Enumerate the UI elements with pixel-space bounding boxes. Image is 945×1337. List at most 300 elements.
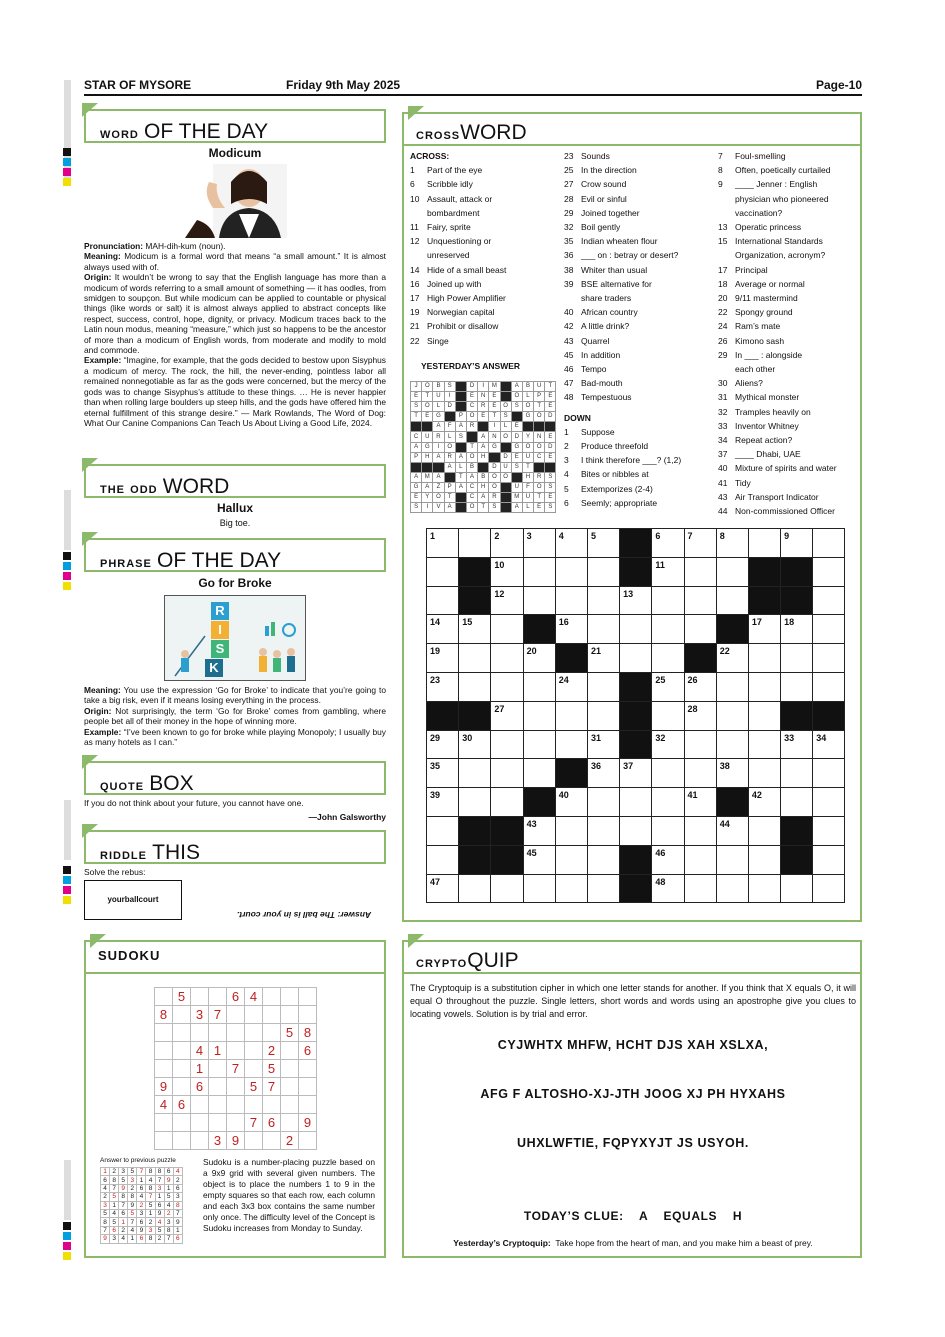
clue — [410, 334, 506, 348]
crossword-cell[interactable] — [587, 845, 619, 874]
crossword-cell[interactable] — [652, 586, 684, 615]
sudoku-cell[interactable] — [191, 1096, 209, 1114]
crossword-cell[interactable] — [587, 557, 619, 586]
answer-cell: U — [422, 432, 433, 442]
crossword-cell[interactable]: 25 — [652, 672, 684, 701]
clue-text: 9/11 mastermind — [735, 293, 798, 304]
sudoku-cell: 2 — [101, 1193, 110, 1201]
crossword-cell[interactable] — [587, 816, 619, 845]
sudoku-cell[interactable] — [227, 1024, 245, 1042]
crossword-cell[interactable] — [427, 586, 459, 615]
crossword-cell[interactable] — [620, 615, 652, 644]
clue — [564, 439, 681, 453]
odd-word-definition: Big toe. — [219, 518, 251, 528]
sudoku-cell[interactable] — [227, 1078, 245, 1096]
crossword-cell[interactable]: 47 — [427, 874, 459, 903]
crossword-cell[interactable]: 21 — [587, 644, 619, 673]
crossword-cell[interactable]: 3 — [523, 529, 555, 558]
clue-number: 4 — [564, 469, 569, 480]
crossword-cell[interactable] — [748, 874, 780, 903]
crossword-cell[interactable] — [459, 874, 491, 903]
clue-number: 1 — [564, 426, 569, 437]
crossword-cell[interactable]: 29 — [427, 730, 459, 759]
crossword-cell[interactable] — [523, 557, 555, 586]
black-square — [433, 462, 444, 472]
crossword-cell[interactable]: 46 — [652, 845, 684, 874]
crossword-cell[interactable] — [748, 529, 780, 558]
sudoku-cell[interactable] — [227, 1096, 245, 1114]
crossword-cell[interactable] — [523, 759, 555, 788]
crossword-cell[interactable]: 31 — [587, 730, 619, 759]
crossword-cell[interactable]: 5 — [587, 529, 619, 558]
title-small: cross — [416, 126, 461, 143]
crossword-cell[interactable] — [587, 788, 619, 817]
clue-text: Norwegian capital — [427, 307, 495, 318]
crossword-cell[interactable] — [813, 615, 845, 644]
crossword-cell[interactable]: 28 — [684, 701, 716, 730]
sudoku-cell[interactable] — [173, 1078, 191, 1096]
crossword-cell[interactable] — [684, 586, 716, 615]
sudoku-cell[interactable] — [227, 1006, 245, 1024]
crossword-cell[interactable] — [523, 586, 555, 615]
sudoku-cell: 6 — [155, 1201, 164, 1209]
clue — [410, 177, 506, 191]
answer-cell: D — [466, 382, 477, 392]
crossword-cell[interactable] — [620, 644, 652, 673]
answer-cell: E — [534, 503, 545, 513]
clue-text: High Power Amplifier — [427, 293, 506, 304]
crossword-cell[interactable] — [748, 759, 780, 788]
crossword-cell[interactable] — [813, 672, 845, 701]
crossword-cell[interactable] — [491, 759, 523, 788]
reg-mark-cyan — [63, 158, 71, 166]
sudoku-cell: 7 — [137, 1168, 146, 1176]
crossword-cell[interactable] — [620, 816, 652, 845]
crossword-cell[interactable] — [781, 672, 813, 701]
sudoku-cell[interactable] — [281, 1096, 299, 1114]
crossword-cell[interactable] — [684, 557, 716, 586]
crossword-cell[interactable] — [813, 644, 845, 673]
sudoku-cell[interactable] — [245, 1024, 263, 1042]
crossword-cell[interactable] — [491, 730, 523, 759]
crossword-grid[interactable] — [426, 528, 845, 903]
sudoku-cell[interactable] — [209, 1024, 227, 1042]
sudoku-cell[interactable] — [281, 1006, 299, 1024]
crossword-cell[interactable]: 11 — [652, 557, 684, 586]
sudoku-cell[interactable] — [209, 1060, 227, 1078]
crossword-cell[interactable] — [587, 586, 619, 615]
clue-number: 27 — [564, 179, 574, 190]
answer-cell: F — [444, 422, 455, 432]
crossword-cell[interactable]: 30 — [459, 730, 491, 759]
crossword-cell[interactable]: 26 — [684, 672, 716, 701]
sudoku-cell: 1 — [164, 1184, 173, 1192]
crossword-cell[interactable]: 45 — [523, 845, 555, 874]
sudoku-cell: 5 — [128, 1209, 137, 1217]
sudoku-cell[interactable] — [173, 1042, 191, 1060]
sudoku-cell: 1 — [128, 1235, 137, 1243]
answer-cell: D — [444, 402, 455, 412]
clue-number: 43 — [564, 335, 574, 346]
crossword-cell[interactable] — [523, 672, 555, 701]
clue-number: 8 — [718, 165, 723, 176]
sudoku-description: Sudoku is a number-placing puzzle based on a 9x9 grid with several given numbers. The object is to place the numbers 1 to 9 in the empty squares so that each row, each column and each 3x3 box contains the same number only once. The difficulty level of the Concept is Sudoku increases from Monday to Sunday. — [203, 1157, 375, 1233]
crossword-cell[interactable] — [813, 816, 845, 845]
sudoku-cell[interactable] — [281, 1078, 299, 1096]
crossword-cell[interactable] — [523, 730, 555, 759]
crossword-cell[interactable]: 16 — [555, 615, 587, 644]
crossword-cell[interactable] — [813, 845, 845, 874]
crossword-cell[interactable] — [555, 816, 587, 845]
sudoku-cell[interactable] — [191, 1024, 209, 1042]
sudoku-cell[interactable] — [155, 1042, 173, 1060]
title-large: WORD — [460, 121, 527, 144]
crossword-cell[interactable]: 1 — [427, 529, 459, 558]
black-square — [455, 382, 466, 392]
sudoku-cell[interactable] — [245, 1132, 263, 1150]
crossword-cell[interactable]: 39 — [427, 788, 459, 817]
crossword-cell[interactable] — [427, 557, 459, 586]
crossword-cell[interactable] — [716, 701, 748, 730]
sudoku-cell[interactable] — [155, 1114, 173, 1132]
crossword-cell[interactable] — [781, 759, 813, 788]
crossword-cell[interactable]: 32 — [652, 730, 684, 759]
crossword-cell[interactable]: 2 — [491, 529, 523, 558]
crossword-cell[interactable] — [716, 586, 748, 615]
answer-cell: G — [511, 442, 522, 452]
clue-text: Singe — [427, 335, 449, 346]
clue-text: International Standards — [735, 236, 823, 247]
crossword-cell[interactable]: 37 — [620, 759, 652, 788]
crossword-cell[interactable] — [587, 672, 619, 701]
clue — [564, 263, 681, 277]
crossword-cell[interactable] — [813, 529, 845, 558]
sudoku-cell[interactable] — [281, 1114, 299, 1132]
crossword-cell[interactable]: 9 — [781, 529, 813, 558]
sudoku-cell: 7 — [110, 1184, 119, 1192]
sudoku-cell[interactable] — [245, 1042, 263, 1060]
sudoku-cell[interactable] — [173, 1114, 191, 1132]
answer-cell: U — [500, 462, 511, 472]
clue-number: 45 — [564, 349, 574, 360]
clue-text: Tempo — [581, 364, 607, 375]
sudoku-cell[interactable] — [299, 1096, 317, 1114]
crossword-cell[interactable]: 33 — [781, 730, 813, 759]
sudoku-cell: 4 — [119, 1235, 128, 1243]
page-number: Page-10 — [815, 78, 862, 92]
crossword-cell[interactable] — [491, 874, 523, 903]
answer-cell: R — [444, 452, 455, 462]
crossword-cell[interactable]: 14 — [427, 615, 459, 644]
black-square — [455, 402, 466, 412]
crossword-cell[interactable] — [781, 788, 813, 817]
crossword-cell[interactable]: 8 — [716, 529, 748, 558]
risk-block: S — [211, 640, 229, 658]
black-square — [411, 422, 422, 432]
answer-cell: A — [455, 482, 466, 492]
black-square — [422, 462, 433, 472]
sudoku-cell: 8 — [146, 1184, 155, 1192]
crossword-cell[interactable] — [587, 874, 619, 903]
crossword-cell[interactable]: 19 — [427, 644, 459, 673]
black-square — [500, 503, 511, 513]
crossword-cell[interactable] — [555, 845, 587, 874]
crossword-cell[interactable] — [781, 644, 813, 673]
crossword-cell[interactable] — [459, 644, 491, 673]
sudoku-cell[interactable] — [263, 988, 281, 1006]
sudoku-cell[interactable] — [155, 1024, 173, 1042]
crossword-cell[interactable] — [555, 730, 587, 759]
sudoku-cell: 2 — [110, 1168, 119, 1176]
sudoku-cell: 8 — [155, 1168, 164, 1176]
cipher-line: UHXLWFTIE, FQPYXYJT JS USYOH. — [516, 1136, 750, 1150]
answer-cell: R — [489, 493, 500, 503]
answer-cell: E — [411, 392, 422, 402]
clue-text: Quarrel — [581, 335, 610, 346]
sudoku-cell[interactable] — [245, 1096, 263, 1114]
crossword-cell[interactable]: 38 — [716, 759, 748, 788]
risk-block: R — [211, 602, 229, 620]
crossword-cell[interactable] — [684, 615, 716, 644]
answer-cell: D — [511, 432, 522, 442]
crossword-cell[interactable] — [716, 845, 748, 874]
crossword-cell[interactable]: 17 — [748, 615, 780, 644]
crossword-cell[interactable] — [523, 701, 555, 730]
crossword-cell[interactable] — [491, 788, 523, 817]
sudoku-cell[interactable] — [209, 1114, 227, 1132]
answer-cell: T — [478, 503, 489, 513]
crossword-cell[interactable] — [716, 672, 748, 701]
sudoku-cell[interactable] — [155, 1132, 173, 1150]
sudoku-cell[interactable] — [263, 1132, 281, 1150]
answer-cell: R — [534, 472, 545, 482]
label: Pronunciation: — [84, 241, 144, 251]
crossword-cell[interactable] — [813, 759, 845, 788]
sudoku-cell[interactable] — [227, 1042, 245, 1060]
sudoku-cell[interactable] — [173, 1060, 191, 1078]
crossword-cell[interactable] — [459, 788, 491, 817]
crossword-cell[interactable]: 41 — [684, 788, 716, 817]
crossword-cell[interactable] — [523, 874, 555, 903]
sudoku-cell[interactable] — [191, 1132, 209, 1150]
crossword-cell[interactable] — [813, 586, 845, 615]
crossword-cell[interactable]: 22 — [716, 644, 748, 673]
sudoku-cell: 9 — [128, 1201, 137, 1209]
crossword-cell[interactable]: 23 — [427, 672, 459, 701]
sudoku-cell[interactable] — [173, 1132, 191, 1150]
sudoku-cell[interactable] — [209, 1096, 227, 1114]
crossword-cell[interactable] — [813, 874, 845, 903]
crossword-cell[interactable]: 42 — [748, 788, 780, 817]
crossword-cell[interactable] — [652, 816, 684, 845]
sudoku-cell: 1 — [110, 1201, 119, 1209]
quote-author: —John Galsworthy — [308, 812, 386, 822]
clue — [564, 177, 681, 191]
quote-title — [84, 761, 386, 795]
crossword-cell[interactable]: 4 — [555, 529, 587, 558]
answer-cell: D — [500, 452, 511, 462]
sudoku-cell: 6 — [299, 1042, 317, 1060]
crossword-cell[interactable] — [491, 644, 523, 673]
clue-number: 41 — [718, 477, 728, 488]
answer-cell: C — [411, 432, 422, 442]
clue — [564, 390, 681, 404]
sudoku-grid[interactable] — [154, 987, 317, 1150]
crossword-cell[interactable] — [620, 788, 652, 817]
clue — [718, 405, 837, 419]
crossword-cell[interactable]: 18 — [781, 615, 813, 644]
clue-text: Inventor Whitney — [735, 420, 799, 431]
reg-mark-magenta — [63, 168, 71, 176]
crossword-cell[interactable] — [716, 730, 748, 759]
crossword-cell[interactable]: 13 — [620, 586, 652, 615]
crossword-cell[interactable] — [555, 557, 587, 586]
clue-number: 26 — [718, 335, 728, 346]
sudoku-cell[interactable] — [173, 1024, 191, 1042]
clue-number: 29 — [718, 349, 728, 360]
answer-cell: A — [433, 452, 444, 462]
crossword-cell[interactable] — [491, 672, 523, 701]
crossword-cell[interactable] — [748, 730, 780, 759]
crossword-cell[interactable]: 12 — [491, 586, 523, 615]
sudoku-cell[interactable] — [209, 988, 227, 1006]
crossword-cell[interactable] — [459, 529, 491, 558]
crossword-cell[interactable] — [652, 644, 684, 673]
black-square — [455, 493, 466, 503]
sudoku-cell[interactable] — [281, 1042, 299, 1060]
crossword-cell[interactable] — [459, 759, 491, 788]
crossword-cell[interactable] — [684, 845, 716, 874]
clue-text: I think therefore ___? (1,2) — [581, 455, 682, 466]
crossword-cell[interactable] — [748, 644, 780, 673]
sudoku-cell[interactable] — [191, 1114, 209, 1132]
crossword-cell[interactable] — [587, 615, 619, 644]
crossword-cell[interactable]: 40 — [555, 788, 587, 817]
title-large: OF THE DAY — [157, 549, 282, 572]
clue-text: Joined together — [581, 207, 640, 218]
crossword-cell[interactable] — [684, 759, 716, 788]
crossword-cell[interactable] — [781, 874, 813, 903]
crossword-cell[interactable]: 24 — [555, 672, 587, 701]
crossword-cell[interactable]: 34 — [813, 730, 845, 759]
answer-cell: A — [455, 422, 466, 432]
sudoku-cell[interactable] — [263, 1024, 281, 1042]
sudoku-cell[interactable] — [299, 988, 317, 1006]
crossword-cell[interactable] — [459, 672, 491, 701]
sudoku-cell[interactable] — [191, 988, 209, 1006]
answer-cell: L — [444, 432, 455, 442]
answer-cell: C — [466, 402, 477, 412]
crossword-cell[interactable] — [652, 759, 684, 788]
crossword-cell[interactable] — [555, 586, 587, 615]
across-title: ACROSS: — [410, 151, 450, 161]
crossword-cell[interactable] — [813, 557, 845, 586]
crossword-cell[interactable] — [748, 701, 780, 730]
sudoku-cell[interactable] — [299, 1132, 317, 1150]
sudoku-cell: 1 — [155, 1193, 164, 1201]
crossword-cell[interactable]: 20 — [523, 644, 555, 673]
sudoku-cell[interactable] — [245, 1060, 263, 1078]
clue — [410, 305, 506, 319]
crossword-cell[interactable] — [748, 845, 780, 874]
sudoku-cell: 7 — [155, 1176, 164, 1184]
crossword-cell[interactable] — [427, 816, 459, 845]
crossword-cell[interactable]: 44 — [716, 816, 748, 845]
clue-number: 42 — [564, 321, 574, 332]
crossword-cell[interactable]: 27 — [491, 701, 523, 730]
sudoku-cell[interactable] — [281, 988, 299, 1006]
sudoku-cell[interactable] — [299, 1006, 317, 1024]
crossword-cell[interactable]: 43 — [523, 816, 555, 845]
crossword-cell[interactable]: 36 — [587, 759, 619, 788]
margin-stripe — [64, 800, 71, 860]
crossword-cell[interactable] — [652, 701, 684, 730]
crossword-cell[interactable]: 15 — [459, 615, 491, 644]
sudoku-cell[interactable] — [155, 988, 173, 1006]
answer-cell: S — [489, 503, 500, 513]
clue-text: Spongy ground — [735, 307, 793, 318]
sudoku-cell[interactable] — [155, 1060, 173, 1078]
answer-cell: N — [489, 432, 500, 442]
answer-cell: O — [489, 472, 500, 482]
answer-cell: O — [500, 472, 511, 482]
sudoku-cell: 2 — [263, 1042, 281, 1060]
crossword-cell[interactable] — [555, 701, 587, 730]
sudoku-cell: 8 — [173, 1201, 182, 1209]
answer-cell: D — [545, 412, 556, 422]
clue-number: 20 — [718, 293, 728, 304]
cryptoquip-title — [402, 940, 862, 974]
answer-cell: O — [534, 442, 545, 452]
crossword-cell[interactable]: 35 — [427, 759, 459, 788]
crossword-cell[interactable] — [748, 672, 780, 701]
crossword-cell[interactable] — [684, 874, 716, 903]
sudoku-cell: 5 — [281, 1024, 299, 1042]
sudoku-cell[interactable] — [245, 1006, 263, 1024]
sudoku-cell[interactable] — [299, 1078, 317, 1096]
clue-number: 5 — [564, 483, 569, 494]
crossword-cell[interactable] — [427, 845, 459, 874]
crossword-cell[interactable]: 48 — [652, 874, 684, 903]
crossword-cell[interactable] — [555, 874, 587, 903]
clue — [564, 192, 681, 206]
crossword-cell[interactable] — [652, 615, 684, 644]
sudoku-cell: 3 — [101, 1201, 110, 1209]
sudoku-cell: 2 — [164, 1209, 173, 1217]
sudoku-cell[interactable] — [263, 1096, 281, 1114]
black-square — [459, 845, 491, 874]
crossword-cell[interactable] — [748, 816, 780, 845]
sudoku-cell[interactable] — [173, 1006, 191, 1024]
crossword-cell[interactable]: 10 — [491, 557, 523, 586]
sudoku-cell[interactable] — [209, 1078, 227, 1096]
crossword-cell[interactable]: 6 — [652, 529, 684, 558]
crossword-cell[interactable] — [684, 730, 716, 759]
issue-date: Friday 9th May 2025 — [286, 78, 401, 92]
crossword-cell[interactable] — [813, 788, 845, 817]
crossword-cell[interactable] — [652, 788, 684, 817]
crossword-cell[interactable] — [587, 701, 619, 730]
sudoku-cell[interactable] — [263, 1006, 281, 1024]
sudoku-cell[interactable] — [227, 1114, 245, 1132]
sudoku-cell[interactable] — [281, 1060, 299, 1078]
sudoku-cell[interactable] — [299, 1060, 317, 1078]
crossword-cell[interactable] — [684, 816, 716, 845]
crossword-cell[interactable] — [491, 615, 523, 644]
crossword-cell[interactable] — [716, 557, 748, 586]
crossword-cell[interactable] — [716, 874, 748, 903]
crossword-cell[interactable]: 7 — [684, 529, 716, 558]
